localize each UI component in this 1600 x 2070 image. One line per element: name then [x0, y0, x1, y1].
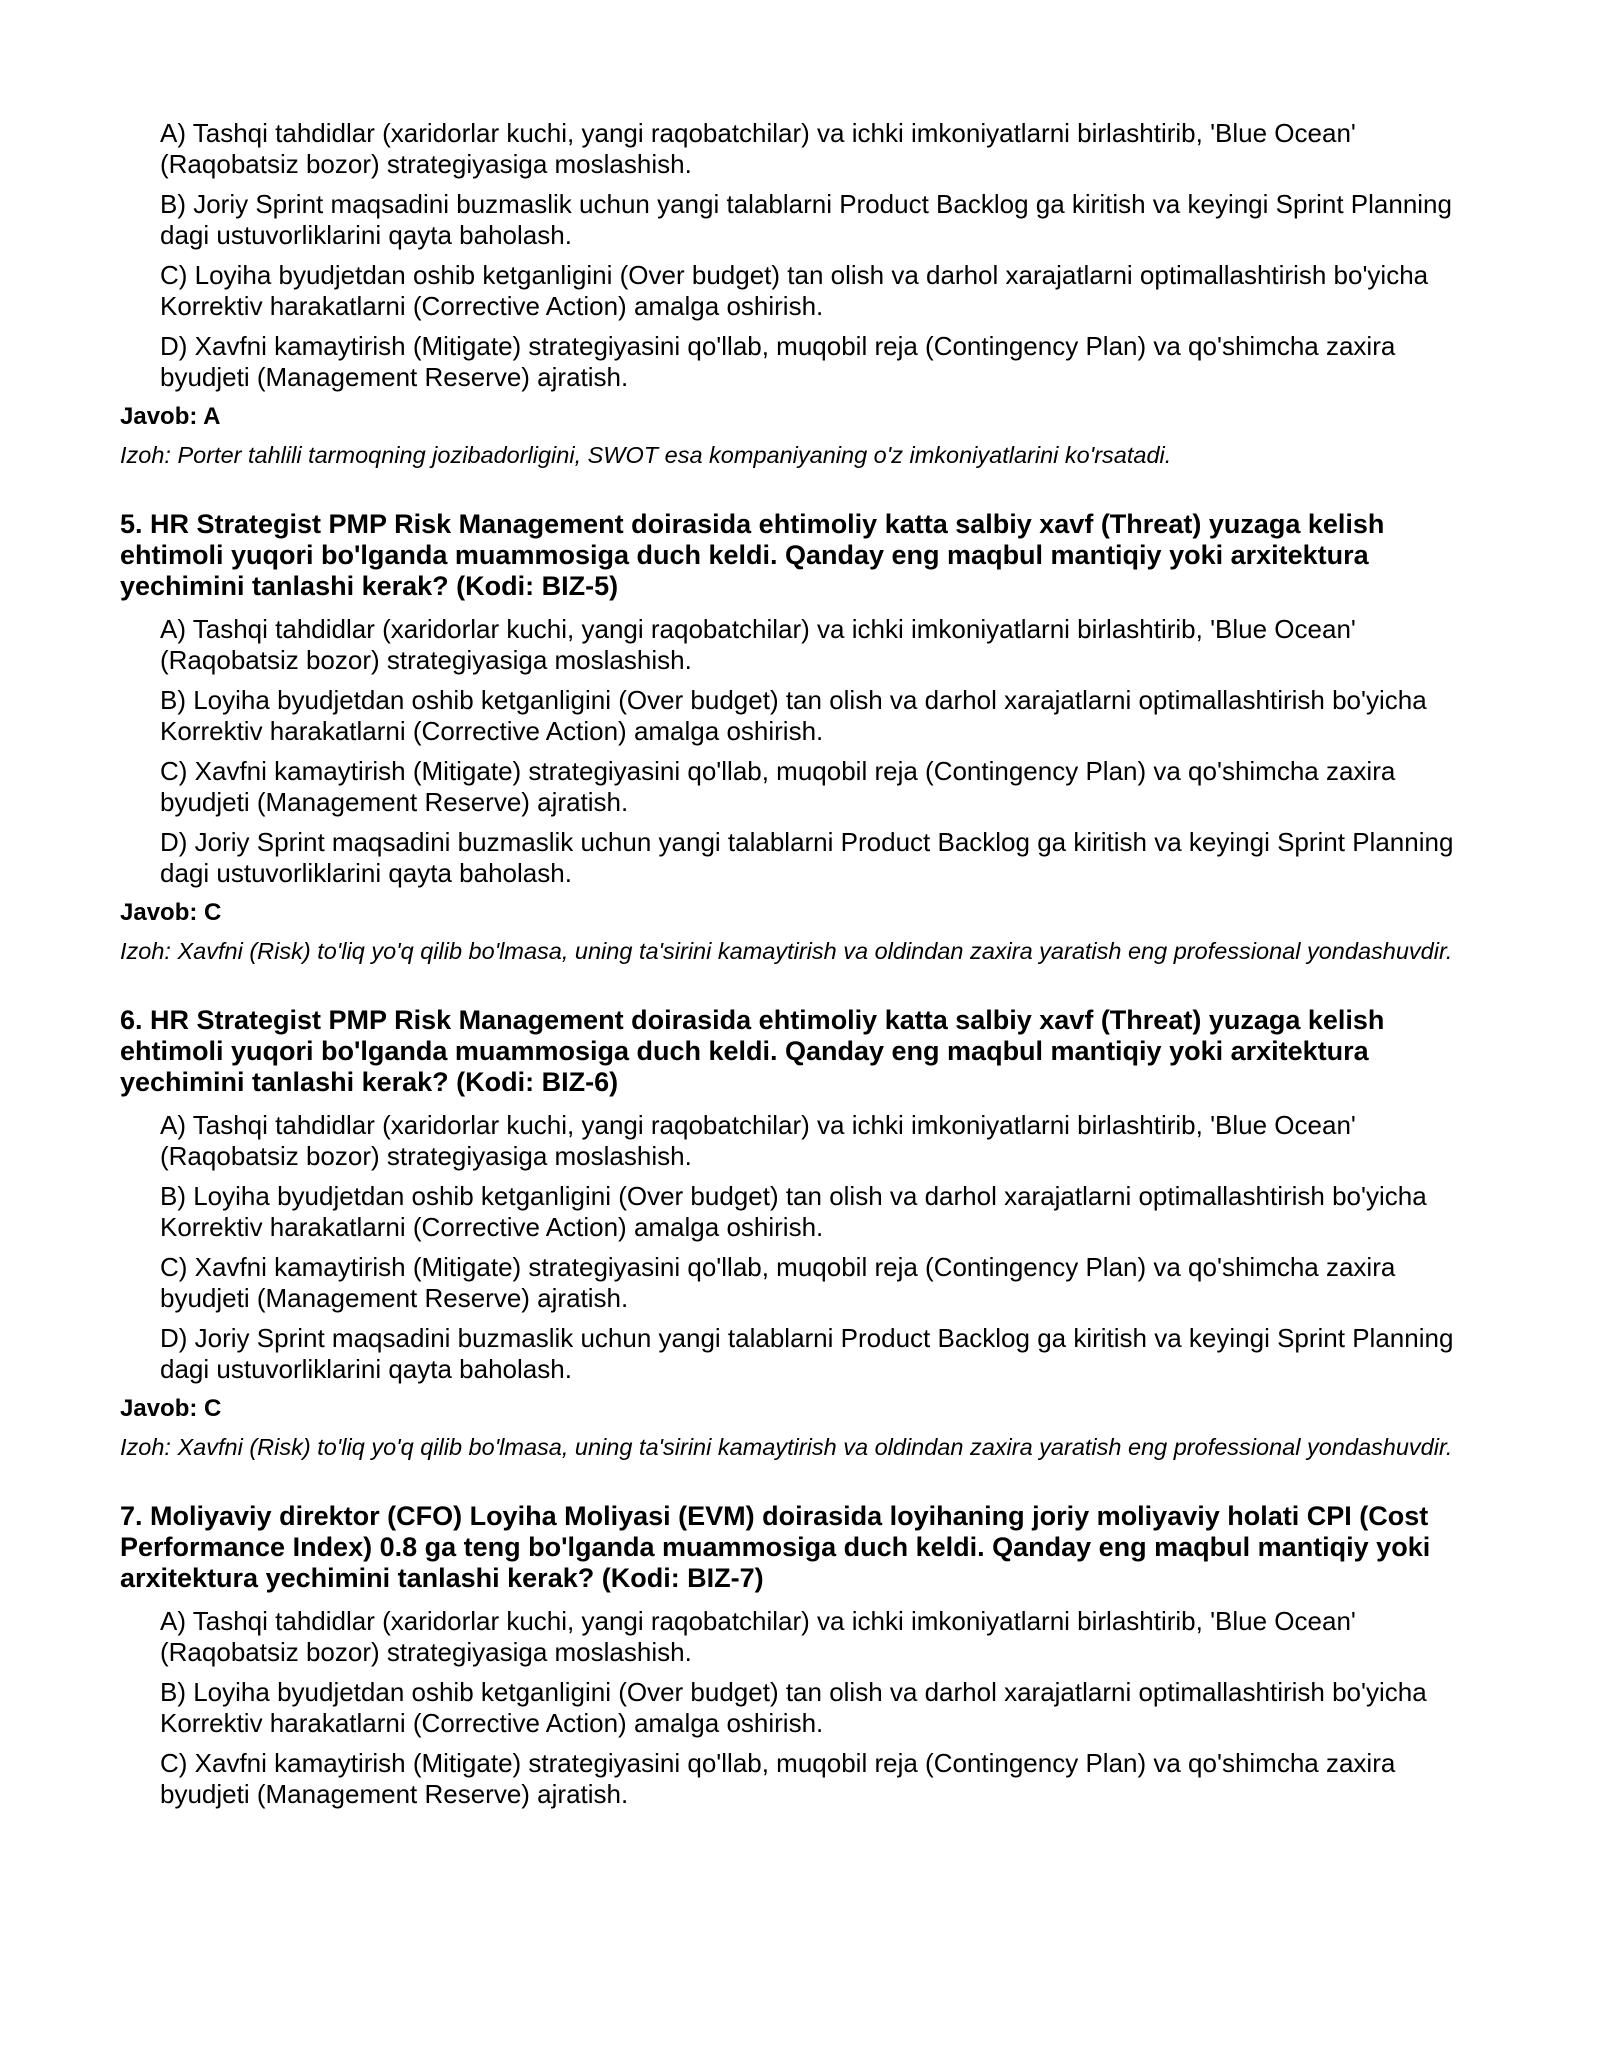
- explanation-note: Izoh: Porter tahlili tarmoqning jozibadorligini, SWOT esa kompaniyaning o'z imkoniyatlarini ko'rsatadi.: [120, 442, 1172, 468]
- question-options: [120, 1110, 1480, 1385]
- option-a: A) Tashqi tahdidlar (xaridorlar kuchi, yangi raqobatchilar) va ichki imkoniyatlarni birlashtirib, 'Blue Ocean' (Raqobatsiz bozor) strategiyasiga moslashish.: [160, 118, 1356, 179]
- question-title: 7. Moliyaviy direktor (CFO) Loyiha Moliyasi (EVM) doirasida loyihaning joriy moliyaviy holati CPI (Cost Performance Index) 0.8 ga teng bo'lganda muammosiga duch keldi. Qanday eng maqbul mantiqiy yoki arxitektura yechimini tanlashi kerak? (Kodi: BIZ-7): [120, 1501, 1431, 1593]
- question-7: [120, 1501, 1480, 1810]
- answer: Javob: A: [120, 403, 221, 430]
- option-d: D) Xavfni kamaytirish (Mitigate) strategiyasini qo'llab, muqobil reja (Contingency Plan) va qo'shimcha zaxira byudjeti (Management Reserve) ajratish.: [160, 331, 1396, 392]
- question-title: 6. HR Strategist PMP Risk Management doirasida ehtimoliy katta salbiy xavf (Threat) yuzaga kelish ehtimoli yuqori bo'lganda muammosiga duch keldi. Qanday eng maqbul mantiqiy yoki arxitektura yechimini tanlashi kerak? (Kodi: BIZ-6): [120, 1005, 1385, 1097]
- question-6: [120, 1005, 1480, 1463]
- option-d: D) Joriy Sprint maqsadini buzmaslik uchun yangi talablarni Product Backlog ga kiritish va keyingi Sprint Planning dagi ustuvorliklarini qayta baholash.: [160, 827, 1454, 888]
- question-title: 5. HR Strategist PMP Risk Management doirasida ehtimoliy katta salbiy xavf (Threat) yuzaga kelish ehtimoli yuqori bo'lganda muammosiga duch keldi. Qanday eng maqbul mantiqiy yoki arxitektura yechimini tanlashi kerak? (Kodi: BIZ-5): [120, 509, 1385, 601]
- option-a: A) Tashqi tahdidlar (xaridorlar kuchi, yangi raqobatchilar) va ichki imkoniyatlarni birlashtirib, 'Blue Ocean' (Raqobatsiz bozor) strategiyasiga moslashish.: [160, 1606, 1356, 1667]
- question-options: [120, 614, 1480, 889]
- question-4-options: [120, 118, 1480, 393]
- option-c: C) Xavfni kamaytirish (Mitigate) strategiyasini qo'llab, muqobil reja (Contingency Plan) va qo'shimcha zaxira byudjeti (Management Reserve) ajratish.: [160, 1252, 1396, 1313]
- option-b: B) Loyiha byudjetdan oshib ketganligini (Over budget) tan olish va darhol xarajatlarni optimallashtirish bo'yicha Korrektiv harakatlarni (Corrective Action) amalga oshirish.: [160, 1677, 1427, 1738]
- option-b: B) Loyiha byudjetdan oshib ketganligini (Over budget) tan olish va darhol xarajatlarni optimallashtirish bo'yicha Korrektiv harakatlarni (Corrective Action) amalga oshirish.: [160, 1181, 1427, 1242]
- option-c: C) Xavfni kamaytirish (Mitigate) strategiyasini qo'llab, muqobil reja (Contingency Plan) va qo'shimcha zaxira byudjeti (Management Reserve) ajratish.: [160, 1748, 1396, 1809]
- option-c: C) Xavfni kamaytirish (Mitigate) strategiyasini qo'llab, muqobil reja (Contingency Plan) va qo'shimcha zaxira byudjeti (Management Reserve) ajratish.: [160, 756, 1396, 817]
- option-b: B) Loyiha byudjetdan oshib ketganligini (Over budget) tan olish va darhol xarajatlarni optimallashtirish bo'yicha Korrektiv harakatlarni (Corrective Action) amalga oshirish.: [160, 685, 1427, 746]
- explanation-note: Izoh: Xavfni (Risk) to'liq yo'q qilib bo'lmasa, uning ta'sirini kamaytirish va oldindan zaxira yaratish eng professional yondashuvdir.: [120, 1434, 1453, 1460]
- answer: Javob: C: [120, 899, 222, 926]
- answer: Javob: C: [120, 1395, 222, 1422]
- option-d: D) Joriy Sprint maqsadini buzmaslik uchun yangi talablarni Product Backlog ga kiritish va keyingi Sprint Planning dagi ustuvorliklarini qayta baholash.: [160, 1323, 1454, 1384]
- explanation-note: Izoh: Xavfni (Risk) to'liq yo'q qilib bo'lmasa, uning ta'sirini kamaytirish va oldindan zaxira yaratish eng professional yondashuvdir.: [120, 938, 1453, 964]
- option-b: B) Joriy Sprint maqsadini buzmaslik uchun yangi talablarni Product Backlog ga kiritish va keyingi Sprint Planning dagi ustuvorliklarini qayta baholash.: [160, 189, 1452, 250]
- option-a: A) Tashqi tahdidlar (xaridorlar kuchi, yangi raqobatchilar) va ichki imkoniyatlarni birlashtirib, 'Blue Ocean' (Raqobatsiz bozor) strategiyasiga moslashish.: [160, 1110, 1356, 1171]
- question-options: [120, 1606, 1480, 1810]
- question-5: [120, 509, 1480, 967]
- document-page: [120, 118, 1480, 1819]
- option-c: C) Loyiha byudjetdan oshib ketganligini (Over budget) tan olish va darhol xarajatlarni optimallashtirish bo'yicha Korrektiv harakatlarni (Corrective Action) amalga oshirish.: [160, 260, 1429, 321]
- option-a: A) Tashqi tahdidlar (xaridorlar kuchi, yangi raqobatchilar) va ichki imkoniyatlarni birlashtirib, 'Blue Ocean' (Raqobatsiz bozor) strategiyasiga moslashish.: [160, 614, 1356, 675]
